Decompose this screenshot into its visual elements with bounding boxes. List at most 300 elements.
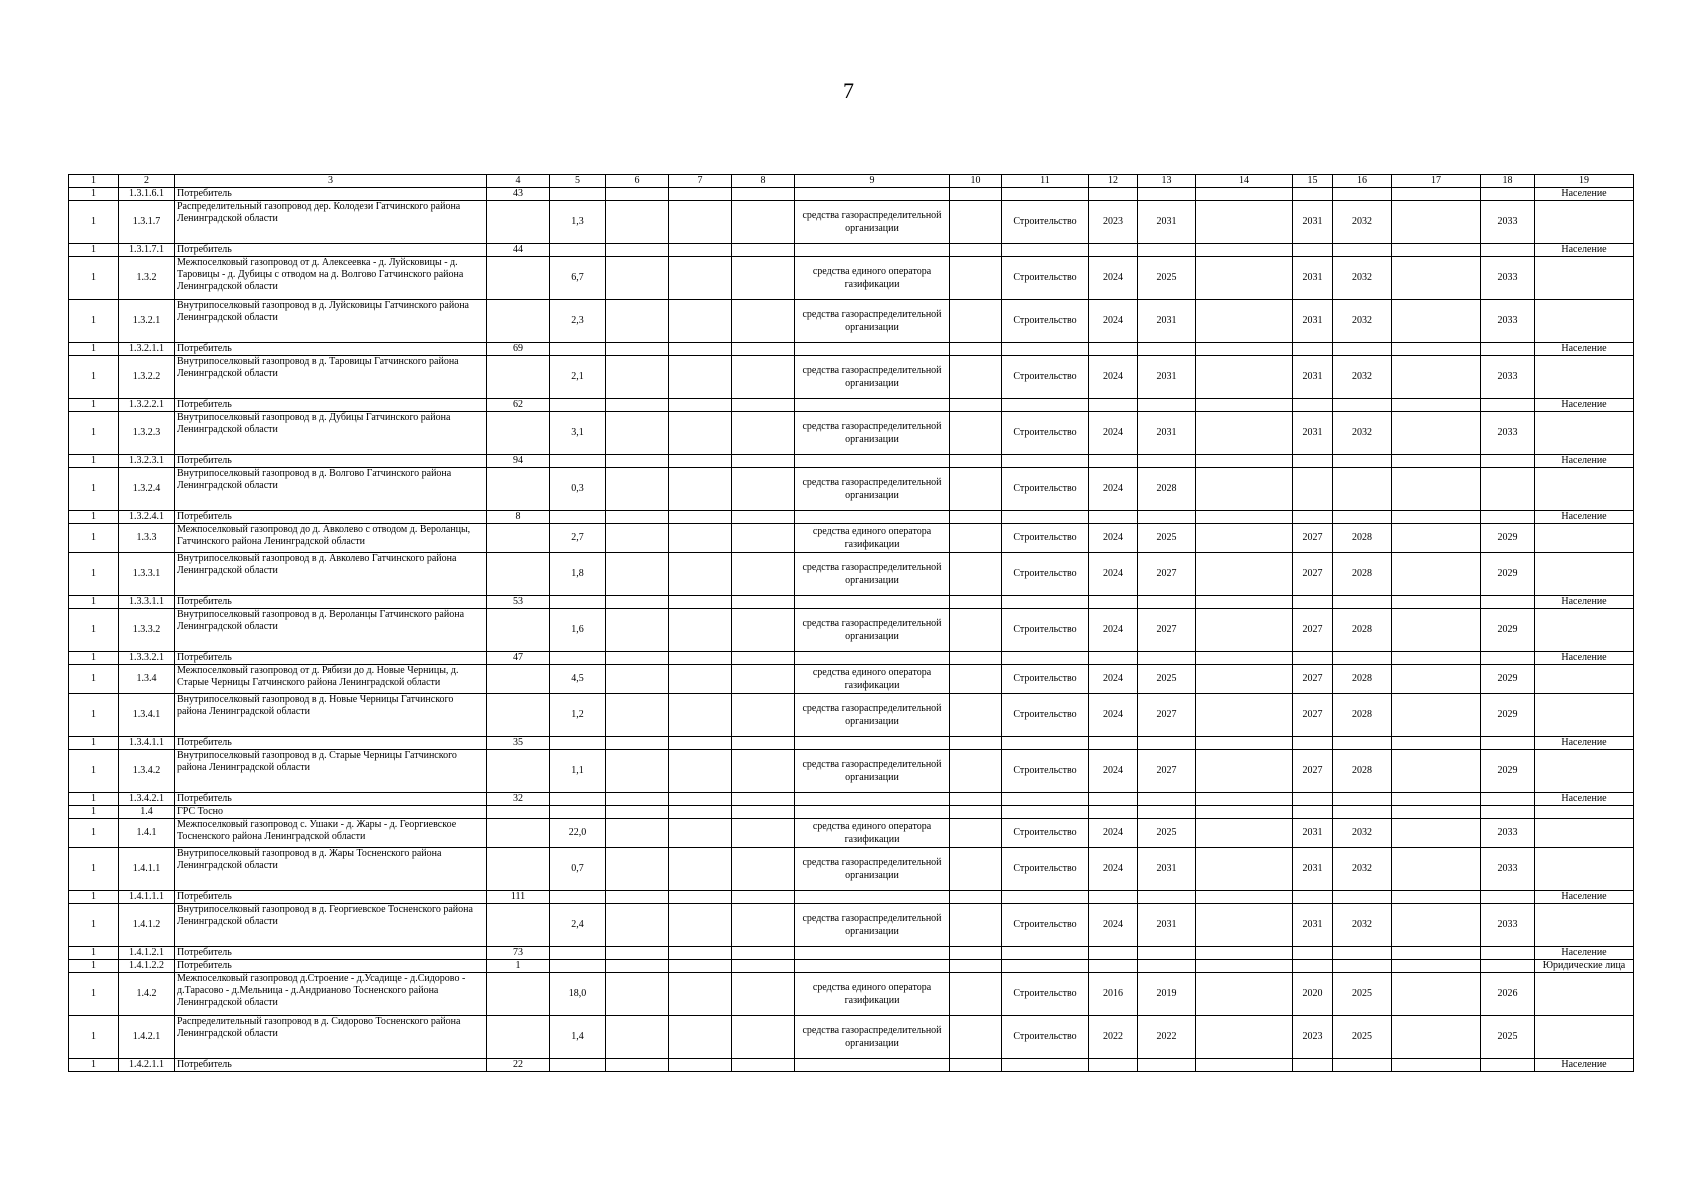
object-name: Потребитель (175, 947, 487, 960)
empty-cell (950, 511, 1002, 524)
work-type (1002, 737, 1089, 750)
section-cell: 1 (69, 806, 119, 819)
empty-cell (1392, 665, 1481, 694)
section-cell: 1 (69, 891, 119, 904)
year-cell: 2024 (1089, 904, 1138, 947)
object-name: Межпоселковый газопровод с. Ушаки - д. Жары - д. Георгиевское Тосненского района Ленинградской области (175, 819, 487, 848)
consumer-row (69, 793, 1634, 806)
funding-source: средства единого оператора газификации (795, 973, 950, 1016)
item-code: 1.4.1 (119, 819, 175, 848)
object-name: Внутрипоселковый газопровод в д. Вероланцы Гатчинского района Ленинградской области (175, 609, 487, 652)
year-cell: 2031 (1293, 257, 1333, 300)
empty-cell (732, 806, 795, 819)
consumer-category (1535, 750, 1634, 793)
empty-cell (669, 468, 732, 511)
year-cell (1138, 891, 1196, 904)
year-cell: 2024 (1089, 553, 1138, 596)
year-cell (1089, 806, 1138, 819)
consumer-category (1535, 806, 1634, 819)
empty-cell (606, 553, 669, 596)
pipeline-length (550, 455, 606, 468)
empty-cell (1392, 455, 1481, 468)
pipeline-length: 1,1 (550, 750, 606, 793)
consumer-category: Население (1535, 188, 1634, 201)
object-name: Потребитель (175, 399, 487, 412)
empty-cell (606, 793, 669, 806)
year-cell: 2031 (1293, 356, 1333, 399)
empty-cell (1392, 553, 1481, 596)
pipeline-row (69, 356, 1634, 399)
empty-cell (669, 973, 732, 1016)
empty-cell (1196, 257, 1293, 300)
pipeline-length (550, 960, 606, 973)
empty-cell (1392, 524, 1481, 553)
empty-cell (669, 947, 732, 960)
section-cell: 1 (69, 188, 119, 201)
empty-cell (669, 455, 732, 468)
year-cell (1481, 960, 1535, 973)
empty-cell (606, 244, 669, 257)
empty-cell (732, 737, 795, 750)
section-cell: 1 (69, 652, 119, 665)
empty-cell (669, 553, 732, 596)
funding-source (795, 652, 950, 665)
object-name: Внутрипоселковый газопровод в д. Волгово Гатчинского района Ленинградской области (175, 468, 487, 511)
item-code: 1.4 (119, 806, 175, 819)
empty-cell (732, 609, 795, 652)
empty-cell (606, 1016, 669, 1059)
empty-cell (1196, 596, 1293, 609)
empty-cell (732, 819, 795, 848)
work-type: Строительство (1002, 201, 1089, 244)
column-number-header: 12 (1089, 175, 1138, 188)
year-cell: 2024 (1089, 356, 1138, 399)
empty-cell (606, 468, 669, 511)
year-cell (1333, 468, 1392, 511)
year-cell (1293, 188, 1333, 201)
empty-cell (1392, 609, 1481, 652)
pipeline-row (69, 609, 1634, 652)
year-cell (1089, 596, 1138, 609)
year-cell (1481, 1059, 1535, 1072)
pipeline-length: 1,4 (550, 1016, 606, 1059)
year-cell: 2027 (1138, 553, 1196, 596)
empty-cell (1196, 665, 1293, 694)
funding-source: средства газораспределительной организации (795, 356, 950, 399)
empty-cell (1392, 819, 1481, 848)
year-cell: 2025 (1138, 257, 1196, 300)
empty-cell (950, 524, 1002, 553)
year-cell: 2032 (1333, 300, 1392, 343)
year-cell: 2025 (1481, 1016, 1535, 1059)
consumer-category (1535, 412, 1634, 455)
year-cell: 2033 (1481, 412, 1535, 455)
item-code: 1.3.4.2.1 (119, 793, 175, 806)
item-code: 1.3.3.1.1 (119, 596, 175, 609)
year-cell (1481, 455, 1535, 468)
column-number-header: 9 (795, 175, 950, 188)
year-cell: 2031 (1138, 412, 1196, 455)
consumer-category (1535, 848, 1634, 891)
empty-cell (1392, 750, 1481, 793)
consumer-category (1535, 973, 1634, 1016)
item-code: 1.3.3.1 (119, 553, 175, 596)
empty-cell (732, 947, 795, 960)
empty-cell (669, 819, 732, 848)
consumer-category: Население (1535, 244, 1634, 257)
year-cell (1481, 891, 1535, 904)
empty-cell (1196, 848, 1293, 891)
empty-cell (1392, 1059, 1481, 1072)
year-cell (1293, 399, 1333, 412)
year-cell (1481, 511, 1535, 524)
empty-cell (1196, 468, 1293, 511)
funding-source: средства газораспределительной организации (795, 694, 950, 737)
funding-source (795, 891, 950, 904)
empty-cell (732, 412, 795, 455)
year-cell (1293, 468, 1333, 511)
funding-source: средства газораспределительной организации (795, 412, 950, 455)
consumer-category: Население (1535, 343, 1634, 356)
object-name: Внутрипоселковый газопровод в д. Дубицы Гатчинского района Ленинградской области (175, 412, 487, 455)
section-cell: 1 (69, 1016, 119, 1059)
funding-source (795, 737, 950, 750)
consumer-category (1535, 694, 1634, 737)
year-cell: 2033 (1481, 201, 1535, 244)
year-cell (1293, 793, 1333, 806)
item-code: 1.3.2.1 (119, 300, 175, 343)
year-cell (1333, 652, 1392, 665)
pipeline-length (550, 596, 606, 609)
consumer-count (487, 356, 550, 399)
year-cell (1138, 399, 1196, 412)
empty-cell (669, 694, 732, 737)
item-code: 1.3.4.1 (119, 694, 175, 737)
empty-cell (1196, 244, 1293, 257)
empty-cell (1392, 257, 1481, 300)
pipeline-length (550, 737, 606, 750)
section-cell: 1 (69, 737, 119, 750)
empty-cell (606, 1059, 669, 1072)
pipeline-length: 2,4 (550, 904, 606, 947)
pipeline-length (550, 947, 606, 960)
column-number-header: 3 (175, 175, 487, 188)
empty-cell (606, 891, 669, 904)
empty-cell (950, 455, 1002, 468)
pipeline-row (69, 300, 1634, 343)
object-name: Потребитель (175, 511, 487, 524)
empty-cell (606, 596, 669, 609)
work-type (1002, 960, 1089, 973)
item-code: 1.3.1.7 (119, 201, 175, 244)
year-cell: 2032 (1333, 412, 1392, 455)
work-type: Строительство (1002, 300, 1089, 343)
funding-source: средства газораспределительной организации (795, 1016, 950, 1059)
empty-cell (1196, 750, 1293, 793)
consumer-category (1535, 257, 1634, 300)
year-cell (1293, 244, 1333, 257)
empty-cell (732, 596, 795, 609)
object-name: Межпоселковый газопровод до д. Авколево с отводом д. Вероланцы, Гатчинского района Ленинградской области (175, 524, 487, 553)
column-number-header: 10 (950, 175, 1002, 188)
empty-cell (606, 848, 669, 891)
empty-cell (950, 412, 1002, 455)
section-cell: 1 (69, 257, 119, 300)
empty-cell (732, 1059, 795, 1072)
section-cell: 1 (69, 412, 119, 455)
empty-cell (732, 665, 795, 694)
column-number-header: 16 (1333, 175, 1392, 188)
year-cell: 2033 (1481, 300, 1535, 343)
year-cell: 2031 (1293, 201, 1333, 244)
empty-cell (1196, 455, 1293, 468)
empty-cell (950, 553, 1002, 596)
year-cell (1293, 947, 1333, 960)
section-cell: 1 (69, 973, 119, 1016)
empty-cell (669, 188, 732, 201)
year-cell (1333, 399, 1392, 412)
year-cell (1138, 511, 1196, 524)
object-name: Распределительный газопровод дер. Колодези Гатчинского района Ленинградской области (175, 201, 487, 244)
funding-source (795, 343, 950, 356)
column-number-header: 6 (606, 175, 669, 188)
consumer-category: Население (1535, 652, 1634, 665)
pipeline-length (550, 343, 606, 356)
empty-cell (950, 300, 1002, 343)
section-cell: 1 (69, 244, 119, 257)
object-name: Внутрипоселковый газопровод в д. Георгиевское Тосненского района Ленинградской области (175, 904, 487, 947)
year-cell (1481, 793, 1535, 806)
empty-cell (950, 793, 1002, 806)
page-number: 7 (843, 78, 854, 103)
empty-cell (606, 257, 669, 300)
section-cell: 1 (69, 665, 119, 694)
year-cell: 2025 (1138, 665, 1196, 694)
year-cell (1333, 244, 1392, 257)
consumer-count: 44 (487, 244, 550, 257)
empty-cell (669, 257, 732, 300)
column-number-header: 14 (1196, 175, 1293, 188)
section-cell: 1 (69, 609, 119, 652)
work-type (1002, 652, 1089, 665)
year-cell: 2029 (1481, 750, 1535, 793)
empty-cell (606, 201, 669, 244)
consumer-category: Юридические лица (1535, 960, 1634, 973)
section-cell: 1 (69, 750, 119, 793)
year-cell (1481, 399, 1535, 412)
empty-cell (732, 188, 795, 201)
empty-cell (1196, 412, 1293, 455)
object-name: Внутрипоселковый газопровод в д. Жары Тосненского района Ленинградской области (175, 848, 487, 891)
empty-cell (606, 412, 669, 455)
consumer-count: 111 (487, 891, 550, 904)
consumer-category: Население (1535, 793, 1634, 806)
object-name: Потребитель (175, 891, 487, 904)
consumer-category: Население (1535, 511, 1634, 524)
year-cell (1138, 188, 1196, 201)
year-cell: 2031 (1293, 819, 1333, 848)
empty-cell (1392, 244, 1481, 257)
year-cell (1293, 596, 1333, 609)
empty-cell (1392, 188, 1481, 201)
column-number-header: 17 (1392, 175, 1481, 188)
year-cell: 2025 (1333, 973, 1392, 1016)
object-name: ГРС Тосно (175, 806, 487, 819)
consumer-count (487, 524, 550, 553)
consumer-category (1535, 468, 1634, 511)
year-cell: 2033 (1481, 904, 1535, 947)
object-name: Потребитель (175, 455, 487, 468)
empty-cell (1392, 737, 1481, 750)
item-code: 1.3.4.1.1 (119, 737, 175, 750)
empty-cell (1392, 806, 1481, 819)
empty-cell (606, 960, 669, 973)
pipeline-length: 22,0 (550, 819, 606, 848)
empty-cell (669, 300, 732, 343)
consumer-count: 22 (487, 1059, 550, 1072)
empty-cell (1392, 960, 1481, 973)
year-cell: 2032 (1333, 904, 1392, 947)
work-type (1002, 596, 1089, 609)
pipeline-row (69, 819, 1634, 848)
section-cell: 1 (69, 848, 119, 891)
pipeline-row (69, 257, 1634, 300)
empty-cell (1196, 511, 1293, 524)
funding-source: средства газораспределительной организации (795, 848, 950, 891)
year-cell (1293, 343, 1333, 356)
empty-cell (1196, 201, 1293, 244)
empty-cell (732, 399, 795, 412)
pipeline-row (69, 412, 1634, 455)
pipeline-row (69, 904, 1634, 947)
empty-cell (606, 819, 669, 848)
consumer-count: 62 (487, 399, 550, 412)
empty-cell (606, 455, 669, 468)
consumer-category (1535, 609, 1634, 652)
consumer-count (487, 848, 550, 891)
empty-cell (1392, 596, 1481, 609)
pipeline-length: 4,5 (550, 665, 606, 694)
year-cell (1333, 596, 1392, 609)
year-cell (1089, 737, 1138, 750)
empty-cell (950, 694, 1002, 737)
year-cell: 2032 (1333, 201, 1392, 244)
year-cell: 2020 (1293, 973, 1333, 1016)
funding-source: средства единого оператора газификации (795, 665, 950, 694)
empty-cell (606, 665, 669, 694)
empty-cell (732, 244, 795, 257)
year-cell (1089, 455, 1138, 468)
year-cell: 2028 (1333, 524, 1392, 553)
empty-cell (732, 1016, 795, 1059)
item-code: 1.4.2 (119, 973, 175, 1016)
consumer-category: Население (1535, 399, 1634, 412)
year-cell: 2031 (1138, 904, 1196, 947)
empty-cell (1196, 737, 1293, 750)
year-cell (1293, 737, 1333, 750)
empty-cell (669, 356, 732, 399)
year-cell: 2031 (1138, 300, 1196, 343)
work-type: Строительство (1002, 665, 1089, 694)
pipeline-length (550, 399, 606, 412)
consumer-count (487, 412, 550, 455)
column-number-header: 1 (69, 175, 119, 188)
year-cell (1138, 737, 1196, 750)
work-type: Строительство (1002, 412, 1089, 455)
empty-cell (950, 750, 1002, 793)
year-cell: 2024 (1089, 524, 1138, 553)
empty-cell (950, 596, 1002, 609)
empty-cell (606, 524, 669, 553)
year-cell (1089, 1059, 1138, 1072)
consumer-category (1535, 904, 1634, 947)
item-code: 1.3.2.2.1 (119, 399, 175, 412)
empty-cell (669, 1059, 732, 1072)
year-cell: 2031 (1293, 848, 1333, 891)
work-type: Строительство (1002, 609, 1089, 652)
empty-cell (606, 188, 669, 201)
empty-cell (1196, 609, 1293, 652)
consumer-count (487, 904, 550, 947)
consumer-category: Население (1535, 891, 1634, 904)
section-cell: 1 (69, 819, 119, 848)
year-cell: 2024 (1089, 300, 1138, 343)
empty-cell (669, 848, 732, 891)
year-cell (1138, 596, 1196, 609)
empty-cell (732, 511, 795, 524)
year-cell: 2024 (1089, 257, 1138, 300)
empty-cell (669, 343, 732, 356)
year-cell: 2028 (1333, 694, 1392, 737)
empty-cell (950, 960, 1002, 973)
year-cell (1293, 652, 1333, 665)
item-code: 1.3.2.2 (119, 356, 175, 399)
year-cell: 2027 (1293, 524, 1333, 553)
year-cell (1481, 947, 1535, 960)
empty-cell (732, 904, 795, 947)
empty-cell (606, 609, 669, 652)
empty-cell (669, 244, 732, 257)
year-cell (1333, 960, 1392, 973)
item-code: 1.3.2.4.1 (119, 511, 175, 524)
section-cell: 1 (69, 524, 119, 553)
empty-cell (1392, 468, 1481, 511)
pipeline-length: 1,2 (550, 694, 606, 737)
year-cell: 2031 (1138, 356, 1196, 399)
year-cell: 2027 (1293, 609, 1333, 652)
year-cell: 2028 (1333, 553, 1392, 596)
year-cell: 2032 (1333, 257, 1392, 300)
pipeline-row (69, 750, 1634, 793)
empty-cell (950, 244, 1002, 257)
consumer-count: 53 (487, 596, 550, 609)
year-cell: 2031 (1138, 848, 1196, 891)
empty-cell (669, 524, 732, 553)
pipeline-length (550, 806, 606, 819)
work-type (1002, 343, 1089, 356)
consumer-count (487, 300, 550, 343)
consumer-row (69, 737, 1634, 750)
consumer-category: Население (1535, 737, 1634, 750)
item-code: 1.4.1.1 (119, 848, 175, 891)
work-type: Строительство (1002, 750, 1089, 793)
object-name: Потребитель (175, 737, 487, 750)
empty-cell (1196, 524, 1293, 553)
item-code: 1.4.1.2.2 (119, 960, 175, 973)
year-cell (1481, 652, 1535, 665)
column-number-header: 18 (1481, 175, 1535, 188)
empty-cell (950, 904, 1002, 947)
